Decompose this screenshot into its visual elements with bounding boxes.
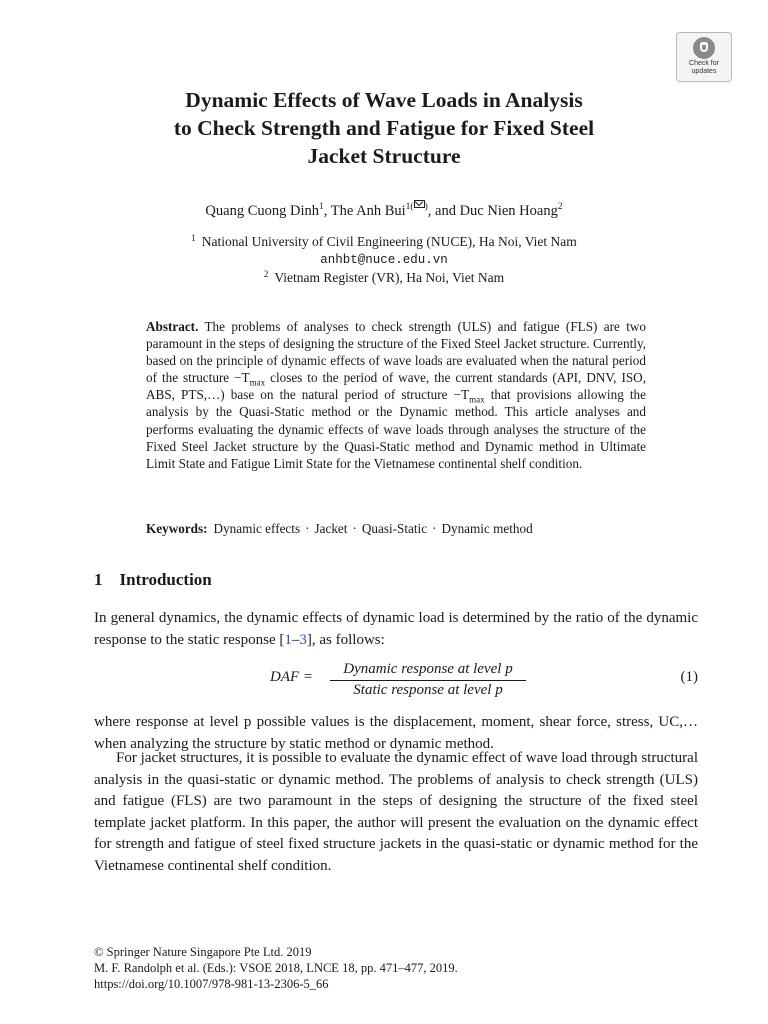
equation-denominator: Static response at level p [353, 682, 503, 698]
paragraph: where response at level p possible values is the displacement, moment, shear force, stress, UC,… when analyzing the structure by static method or dynamic method. [94, 714, 698, 752]
keyword: Jacket [314, 521, 348, 536]
keyword: Dynamic method [441, 521, 533, 536]
check-for-updates-badge[interactable] [676, 32, 732, 82]
author-list: Quang Cuong Dinh$^1$, The Anh Bui$^{1( )}$, and Duc Nien Hoang$^2$ [205, 202, 563, 219]
author-name: The Anh Bui [330, 202, 406, 219]
keywords: Keywords: Dynamic effects · Jacket · Quasi-Static · Dynamic method [146, 521, 533, 536]
citation-link[interactable]: 1 [284, 631, 292, 648]
title-line-1: Dynamic Effects of Wave Loads in Analysis [185, 88, 583, 112]
equation-fraction [330, 660, 526, 700]
paragraph: For jacket structures, it is possible to evaluate the dynamic effect of wave load through structural analysis in the quasi-static or dynamic method. The problems of analysis to check strength (ULS) and fatigue (FLS) are two paramount in the steps of designing the structure of the fixed steel template jacket platform. In this paper, the author will present the evaluation on the dynamic effect for strength and fatigue of steel fixed structure jackets in the quasi-static or dynamic method for the Vietnamese continental shelf condition. [94, 750, 698, 874]
author-name: Quang Cuong Dinh [205, 202, 319, 219]
envelope-icon [414, 200, 425, 208]
badge-label-line2: updates [691, 68, 717, 75]
affiliation-marker: 2 [557, 202, 563, 212]
bookmark-icon [693, 37, 715, 59]
equation-numerator: Dynamic response at level p [330, 660, 526, 681]
equation [94, 660, 698, 702]
corresponding-email[interactable]: anhbt@nuce.edu.vn [320, 253, 448, 267]
abstract: Abstract. The problems of analyses to check strength (ULS) and fatigue (FLS) are two paramount in the steps of designing the structure of the Fixed Steel Jacket structure. Currently, based on the principle of dynamic effects of wave loads are evaluated when the natural period of the structure $-T_{max}$ closes to the period of wave, the current standards (API, DNV, ISO, ABS, PTS,…) base on the natural period of structure $-T_{max}$ that provisions allowing the analysis by the Quasi-Static method or the Dynamic method. This article analyses and performs evaluating the dynamic effects of wave loads through analyses the structure of the Fixed Steel Jacket structure by the Quasi-Static method and Dynamic method in Ultimate Limit State and Fatigue Limit State for the Vietnamese continental shelf condition. [146, 319, 646, 471]
equation-number: (1) [680, 669, 698, 685]
equation-lhs: DAF = [270, 669, 314, 685]
doi-link[interactable]: https://doi.org/10.1007/978-981-13-2306-5_66 [94, 977, 329, 991]
title-line-2: to Check Strength and Fatigue for Fixed Steel [173, 116, 595, 140]
keywords-label: Keywords: [146, 521, 208, 536]
section-heading [94, 568, 212, 592]
affiliation-1: $^1$ National University of Civil Engineering (NUCE), Ha Noi, Viet Nam [191, 232, 577, 249]
section-number: 1 [94, 570, 103, 589]
copyright-footer [94, 944, 458, 992]
badge-label-line1: Check for [689, 60, 719, 67]
section-title: Introduction [119, 570, 212, 589]
affiliation-marker: 1( ) [405, 202, 428, 212]
affiliations [100, 233, 668, 287]
paragraph: In general dynamics, the dynamic effects of dynamic load is determined by the ratio of the dynamic response to the static response [1–3], as follows: [94, 610, 698, 648]
citation-line: M. F. Randolph et al. (Eds.): VSOE 2018, LNCE 18, pp. 471–477, 2019. [94, 961, 458, 975]
citation-link[interactable]: 3 [299, 631, 307, 648]
abstract-label: Abstract. [146, 319, 199, 334]
keyword: Quasi-Static [361, 521, 428, 536]
affiliation-2: $^2$ Vietnam Register (VR), Ha Noi, Viet Nam [263, 268, 505, 285]
paper-title [100, 86, 668, 170]
title-line-3: Jacket Structure [307, 144, 461, 168]
keyword: Dynamic effects [213, 521, 301, 536]
author-name: Duc Nien Hoang [459, 202, 558, 219]
affiliation-marker: 1 [319, 202, 324, 212]
copyright-line: © Springer Nature Singapore Pte Ltd. 2019 [94, 945, 312, 959]
